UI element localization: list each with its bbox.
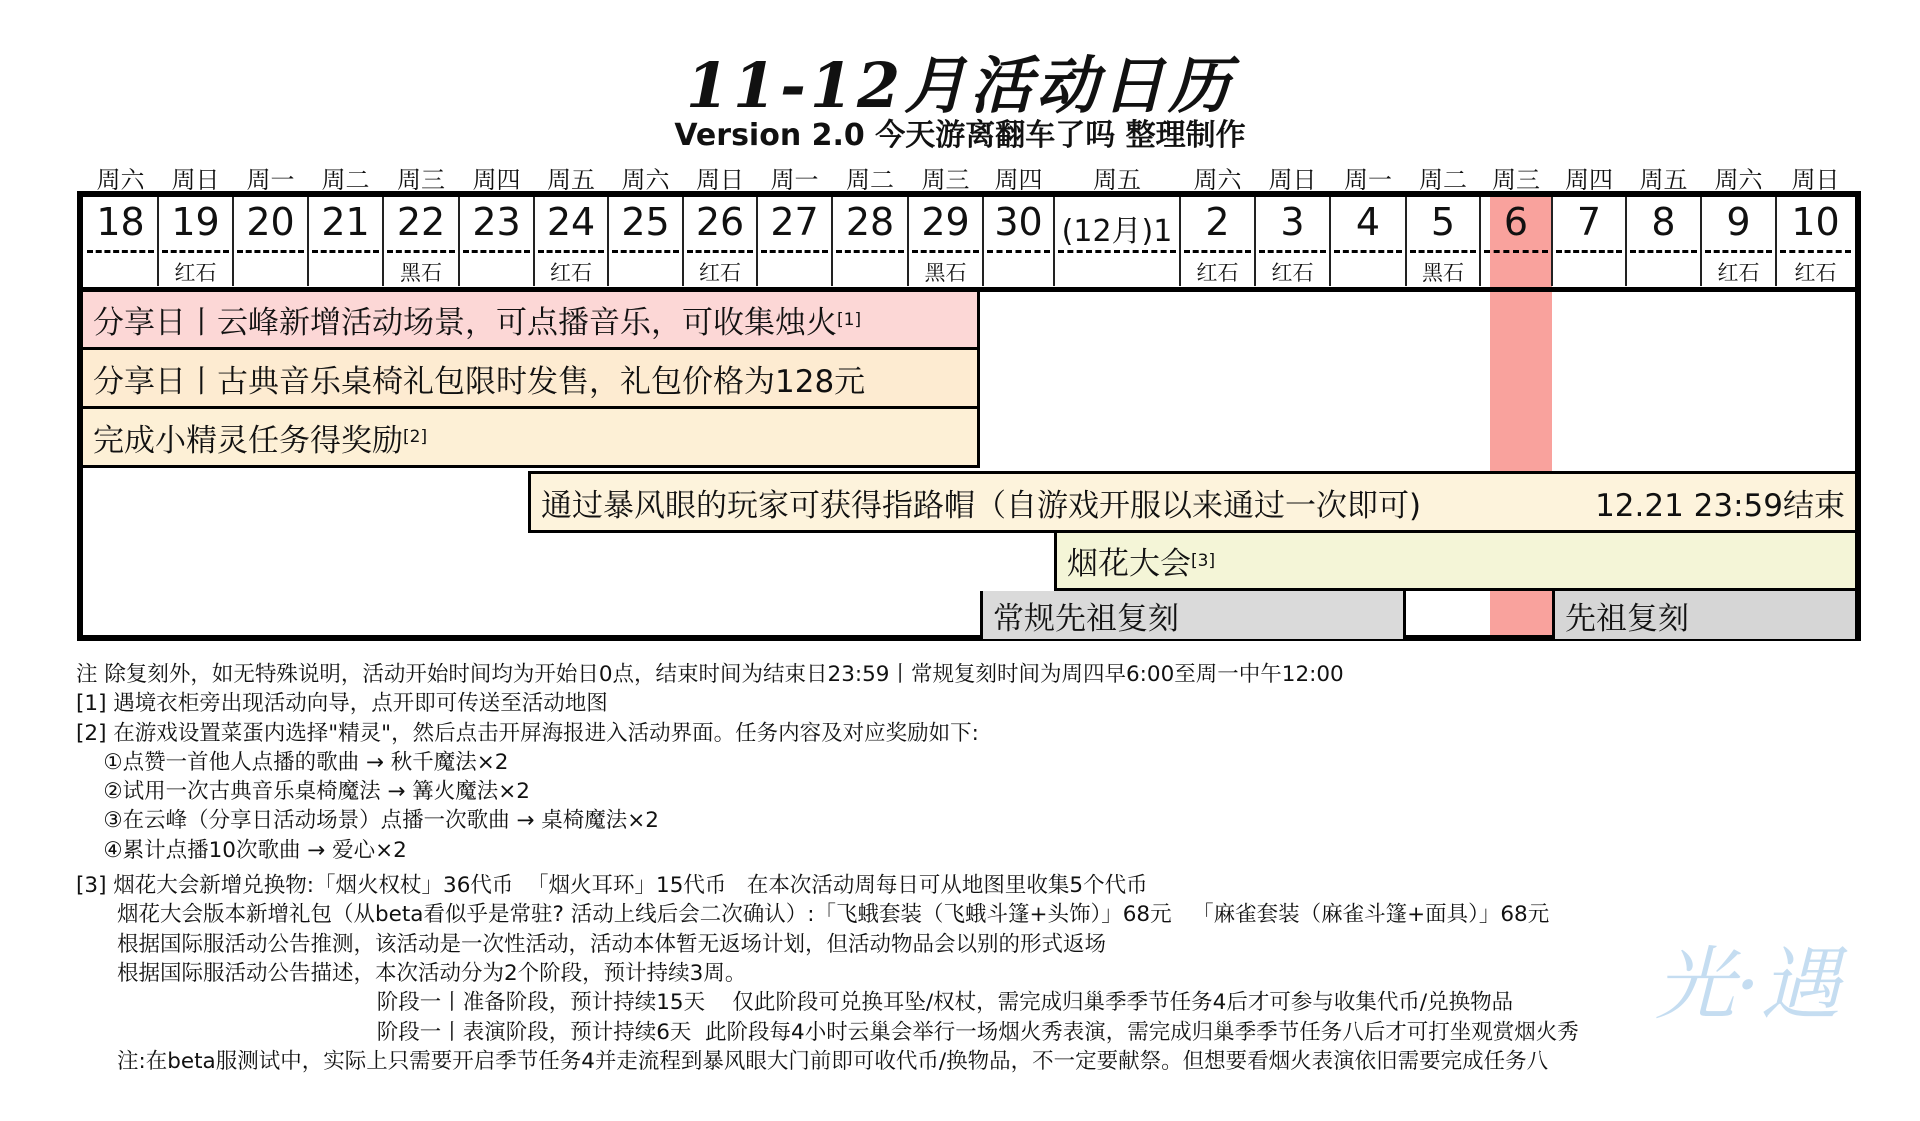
note-line: 注 除复刻外，如无特殊说明，活动开始时间均为开始日0点，结束时间为结束日23:59丨常规复刻时间为周四早6:00至周一中午12:00	[76, 662, 1344, 687]
column-divider	[1254, 197, 1256, 286]
day-number: 20	[246, 200, 295, 244]
note-line: 烟花大会版本新增礼包（从beta看似乎是常驻? 活动上线后会二次确认）:「飞蛾套装（飞蛾斗篷+头饰）」68元 「麻雀套装（麻雀斗篷+面具）」68元	[76, 902, 1550, 928]
dashed-divider	[1780, 250, 1851, 253]
day-number: 21	[321, 200, 370, 244]
column-divider	[1551, 197, 1553, 286]
day-number: 28	[845, 200, 895, 244]
day-number: 29	[921, 200, 970, 244]
note-line: ②试用一次古典音乐桌椅魔法 → 篝火魔法×2	[76, 779, 530, 805]
column-divider	[1700, 197, 1702, 286]
column-divider	[1479, 197, 1481, 286]
dashed-divider	[312, 250, 379, 253]
note-line: 根据国际服活动公告推测，该活动是一次性活动，活动本体暂无返场计划，但活动物品会以别的形式返场	[76, 931, 1107, 957]
watermark-logo: 光·遇	[1655, 938, 1841, 1031]
note-line: [3] 烟花大会新增兑换物:「烟火权杖」36代币 「烟火耳环」15代币 在本次活动周每日可从地图里收集5个代币	[76, 873, 1148, 899]
stone-label: 红石	[1794, 261, 1837, 285]
stone-label: 红石	[1717, 261, 1760, 285]
weekday-label: 周三	[921, 166, 970, 194]
column-divider	[232, 197, 234, 286]
day-number: 24	[546, 200, 596, 244]
dashed-divider	[1556, 250, 1622, 253]
dashed-divider	[538, 250, 604, 253]
weekday-label: 周日	[171, 166, 220, 194]
day-number: 8	[1651, 200, 1676, 244]
weekday-label: 周二	[846, 166, 894, 194]
weekday-label: 周四	[1565, 166, 1613, 194]
event-text: 烟花大会	[1067, 546, 1191, 582]
day-number: 2	[1205, 200, 1230, 244]
day-number: 19	[171, 200, 220, 244]
day-number: 5	[1430, 200, 1456, 244]
dashed-divider	[1058, 250, 1176, 253]
weekday-label: 周三	[397, 166, 445, 194]
event-regular-ancestor-rerun	[980, 591, 1406, 639]
column-divider	[682, 197, 684, 286]
day-number: 22	[396, 200, 446, 244]
stone-label: 红石	[699, 261, 741, 285]
day-number: 26	[695, 200, 745, 244]
event-text: 分享日丨古典音乐桌椅礼包限时发售，礼包价格为128元	[93, 363, 866, 400]
column-divider	[607, 197, 609, 286]
stone-label: 红石	[1271, 261, 1314, 285]
day-number: 23	[472, 200, 521, 244]
weekday-label: 周五	[1639, 166, 1688, 194]
column-divider	[1405, 197, 1407, 286]
note-line: 阶段一丨表演阶段，预计持续6天 此阶段每4小时云巢会举行一场烟火秀表演，需完成归巢季季节任务八后才可打坐观赏烟火秀	[76, 1019, 1579, 1045]
page-subtitle: Version 2.0 今天游离翻车了吗 整理制作	[674, 118, 1246, 153]
weekday-label: 周日	[1791, 166, 1840, 194]
footnote-ref: [2]	[403, 427, 428, 447]
day-number: 10	[1791, 200, 1840, 244]
column-divider	[982, 197, 984, 286]
day-number: 18	[96, 200, 145, 244]
dashed-divider	[1630, 250, 1697, 253]
weekday-label: 周六	[1193, 166, 1242, 194]
weekday-label: 周三	[1492, 166, 1540, 194]
day-number: 6	[1503, 200, 1529, 244]
weekday-label: 周五	[1093, 166, 1141, 194]
weekday-label: 周二	[321, 166, 370, 194]
weekday-label: 周日	[1268, 166, 1317, 194]
column-divider	[1775, 197, 1777, 286]
note-line: ④累计点播10次歌曲 → 爱心×2	[76, 837, 407, 863]
dashed-divider	[612, 250, 679, 253]
event-ancestor-rerun	[1552, 591, 1855, 639]
dashed-divider	[387, 250, 455, 253]
day-number: 9	[1726, 200, 1751, 244]
column-divider	[307, 197, 309, 286]
page-title: 11-12月活动日历	[685, 49, 1235, 122]
note-line: 注:在beta服测试中，实际上只需要开启季节任务4并走流程到暴风眼大门前即可收代币/换物品，不一定要献祭。但想要看烟火表演依旧需要完成任务八	[76, 1048, 1549, 1074]
note-line: ①点赞一首他人点播的歌曲 → 秋千魔法×2	[76, 749, 509, 775]
day-number: 27	[770, 200, 819, 244]
event-end-time: 12.21 23:59结束	[1595, 487, 1845, 524]
event-text: 分享日丨云峰新增活动场景，可点播音乐，可收集烛火	[93, 305, 837, 341]
day-number: 30	[994, 200, 1043, 244]
dashed-divider	[761, 250, 828, 253]
weekday-label: 周四	[994, 166, 1043, 194]
note-line: 根据国际服活动公告描述，本次活动分为2个阶段，预计持续3周。	[76, 960, 747, 986]
column-divider	[458, 197, 460, 286]
column-divider	[157, 197, 159, 286]
weekday-label: 周六	[621, 166, 670, 194]
day-number: (12月)1	[1061, 214, 1173, 249]
weekday-label: 周六	[1714, 166, 1763, 194]
day-number: 25	[621, 200, 670, 244]
footnote-ref: [3]	[1191, 550, 1216, 571]
dashed-divider	[1410, 250, 1476, 253]
weekday-label: 周一	[1344, 166, 1392, 194]
day-number: 7	[1576, 200, 1602, 244]
event-share-day-cloud-peak	[83, 292, 980, 350]
dashed-divider	[912, 250, 979, 253]
stone-label: 红石	[1196, 261, 1239, 285]
event-text: 通过暴风眼的玩家可获得指路帽（自游戏开服以来通过一次即可)	[541, 487, 1422, 524]
stone-label: 黑石	[400, 261, 442, 285]
column-divider	[382, 197, 384, 286]
column-divider	[1053, 197, 1055, 286]
weekday-label: 周日	[696, 166, 744, 194]
weekday-label: 周一	[246, 166, 295, 194]
dashed-divider	[87, 250, 154, 253]
column-divider	[831, 197, 833, 286]
column-divider	[533, 197, 535, 286]
event-fireworks	[1054, 533, 1855, 591]
dashed-divider	[162, 250, 229, 253]
column-divider	[756, 197, 758, 286]
event-guide-hat	[528, 471, 1855, 533]
notes-section	[76, 660, 1579, 1076]
dashed-divider	[1184, 250, 1251, 253]
event-text: 完成小精灵任务得奖励	[93, 422, 403, 459]
note-line: 阶段一丨准备阶段，预计持续15天 仅此阶段可兑换耳坠/权杖，需完成归巢季季节任务4后才可参与收集代币/兑换物品	[76, 990, 1514, 1016]
event-text: 常规先祖复刻	[993, 600, 1179, 637]
footnote-ref: [1]	[837, 309, 862, 330]
dashed-divider	[687, 250, 753, 253]
dashed-divider	[237, 250, 304, 253]
dashed-divider	[1334, 250, 1402, 253]
stone-label: 黑石	[924, 261, 967, 285]
column-divider	[1179, 197, 1181, 286]
column-divider	[1329, 197, 1331, 286]
day-number: 4	[1355, 200, 1381, 244]
column-divider	[907, 197, 909, 286]
weekday-label: 周六	[96, 166, 145, 194]
event-share-day-gift-pack	[83, 350, 980, 409]
weekday-label: 周五	[547, 166, 595, 194]
day-number: 3	[1280, 200, 1305, 244]
dashed-divider	[1259, 250, 1326, 253]
dashed-divider	[1705, 250, 1772, 253]
event-text: 先祖复刻	[1565, 600, 1689, 637]
stone-label: 红石	[174, 261, 217, 285]
column-divider	[1625, 197, 1627, 286]
note-line: ③在云峰（分享日活动场景）点播一次歌曲 → 桌椅魔法×2	[76, 808, 659, 834]
note-line: [2] 在游戏设置菜蛋内选择"精灵"，然后点击开屏海报进入活动界面。任务内容及对应奖励如下:	[76, 720, 979, 746]
note-line: [1] 遇境衣柜旁出现活动向导，点开即可传送至活动地图	[76, 691, 608, 717]
weekday-label: 周一	[770, 166, 819, 194]
stone-label: 黑石	[1422, 261, 1464, 285]
dashed-divider	[1484, 250, 1548, 253]
dashed-divider	[836, 250, 904, 253]
dashed-divider	[463, 250, 530, 253]
event-spirit-task	[83, 409, 980, 468]
weekday-label: 周四	[472, 166, 521, 194]
stone-label: 红石	[550, 261, 592, 285]
weekday-label: 周二	[1419, 166, 1467, 194]
dashed-divider	[987, 250, 1050, 253]
